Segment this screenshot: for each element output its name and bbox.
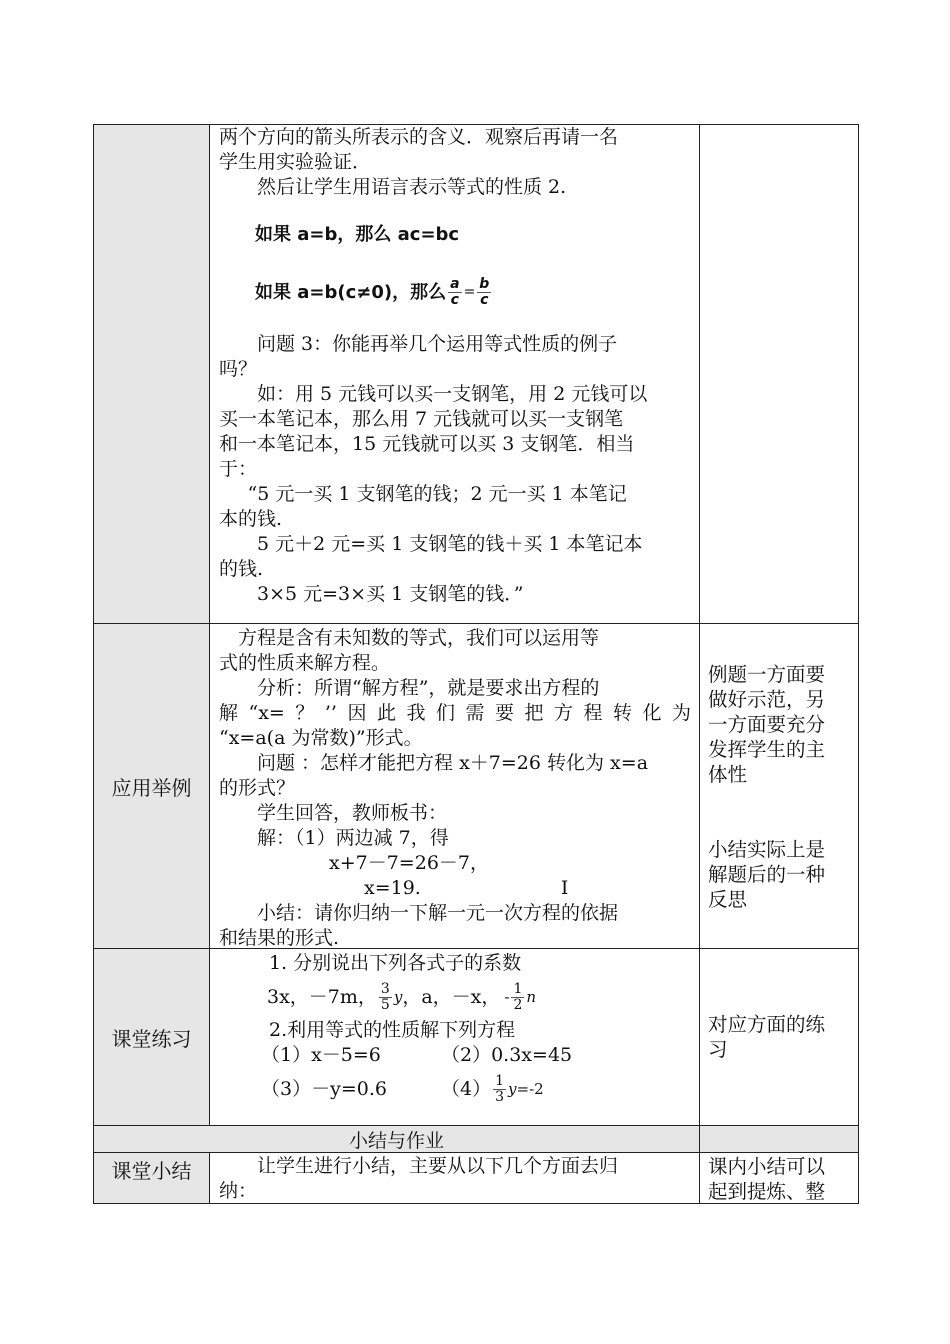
text-line: 学生回答，教师板书：: [257, 802, 448, 824]
note-line: 例题一方面要: [708, 663, 826, 686]
content-cell: [210, 624, 700, 948]
row-class-summary: [93, 1153, 859, 1204]
note-line: 习: [708, 1038, 728, 1061]
content-cell: [210, 1153, 700, 1203]
exercise-1-title: 1. 分别说出下列各式子的系数: [269, 952, 522, 974]
row-label: 课堂练习: [94, 949, 210, 1125]
note-line: 小结实际上是: [708, 838, 826, 861]
equation-result: [219, 876, 691, 901]
note-line: 发挥学生的主: [708, 738, 826, 761]
band-empty: [700, 1126, 858, 1152]
exercise-2-row-b: [219, 1068, 691, 1110]
text-line: 让学生进行小结，主要从以下几个方面去归: [257, 1155, 619, 1177]
text-line: 和一本笔记本，15 元钱就可以买 3 支钢笔．相当: [219, 433, 635, 455]
text-line: 本的钱.: [219, 508, 283, 530]
var-n: n: [526, 987, 537, 1006]
text-line: 和结果的形式.: [219, 927, 340, 949]
text-line: “x=a(a 为常数)”形式。: [219, 727, 423, 749]
terms-text: ，a，－x，: [402, 985, 501, 1008]
text-line: 于：: [219, 458, 258, 480]
text-line: “5 元一买 1 支钢笔的钱；2 元一买 1 本笔记: [247, 483, 627, 505]
note-line: 解题后的一种: [708, 863, 826, 886]
equals-sign: =: [463, 284, 476, 300]
text-line: 然后让学生用语言表示等式的性质 2.: [257, 176, 567, 198]
fraction-b-over-c: $\frac{b}{c}$: [479, 276, 490, 308]
text-line: 买一本笔记本，那么用 7 元钱就可以买一支钢笔: [219, 408, 624, 430]
text-line: 式的性质来解方程。: [219, 652, 391, 674]
fraction-1-3: $\frac{1}{3}$: [495, 1072, 505, 1105]
text-line: 方程是含有未知数的等式，我们可以运用等: [238, 627, 600, 649]
section-heading: 小结与作业: [94, 1126, 700, 1152]
fraction-a-over-c: $\frac{a}{c}$: [450, 276, 460, 308]
negative-sign: -: [504, 987, 510, 1006]
text-line: 问题 ：怎样才能把方程 x＋7=26 转化为 x=a: [257, 752, 649, 774]
text-line: 的形式？: [219, 777, 296, 799]
text-line: 如：用 5 元钱可以买一支钢笔，用 2 元钱可以: [257, 383, 648, 405]
property-rule-2: [219, 277, 691, 308]
var-y: y: [508, 1079, 517, 1098]
row-label: 课堂小结: [94, 1153, 210, 1203]
result-text: x=19.: [364, 877, 421, 899]
equation-4-rhs: =-2: [516, 1079, 544, 1098]
equation-4-label: （4）: [441, 1077, 492, 1100]
equation-3: （3）－y=0.6: [261, 1077, 387, 1100]
row-class-exercise: [93, 949, 859, 1126]
row-application-example: [93, 624, 859, 949]
text-line: 分析：所谓“解方程”，就是要求出方程的: [257, 677, 600, 699]
lesson-plan-table: [93, 124, 859, 1204]
note-cell: [700, 1153, 858, 1203]
text-line: 5 元＋2 元=买 1 支钢笔的钱＋买 1 本笔记本: [257, 533, 643, 555]
note-line: 课内小结可以: [708, 1155, 826, 1178]
note-line: 起到提炼、整: [708, 1180, 826, 1203]
row-label-empty: [94, 125, 210, 623]
text-line: 问题 3：你能再举几个运用等式性质的例子: [257, 333, 618, 355]
var-y: y: [393, 987, 403, 1006]
exercise-2-title: 2.利用等式的性质解下列方程: [269, 1019, 516, 1041]
equation-2: （2）0.3x=45: [441, 1044, 573, 1066]
text-cursor-mark: I: [560, 877, 569, 899]
row-summary-band: [93, 1126, 859, 1153]
note-cell-empty: [700, 125, 858, 623]
row-label: 应用举例: [94, 624, 210, 948]
note-line: 做好示范，另: [708, 688, 826, 711]
row-property-two: [93, 124, 859, 624]
note-line: 体性: [708, 763, 748, 786]
note-line: 反思: [708, 888, 748, 911]
content-cell: [210, 125, 700, 623]
text-line: 学生用实验验证．: [219, 151, 372, 173]
terms-text: 3x，－7m，: [267, 985, 377, 1008]
text-line: 解：（1）两边减 7，得: [257, 827, 449, 849]
rule-text: 如果 a=b(c≠0)，那么: [255, 282, 447, 303]
text-line: 的钱.: [219, 558, 264, 580]
equation-1: （1）x－5=6: [261, 1044, 381, 1066]
text-line: 吗？: [219, 358, 258, 380]
fraction-3-5: $\frac{3}{5}$: [380, 980, 390, 1013]
text-line: 小结：请你归纳一下解一元一次方程的依据: [257, 902, 619, 924]
text-line: 3×5 元=3×买 1 支钢笔的钱．”: [257, 583, 524, 605]
fraction-1-2: $\frac{1}{2}$: [513, 980, 523, 1013]
content-cell: [210, 949, 700, 1125]
exercise-2-row-a: [219, 1043, 691, 1068]
equation-step: x+7－7=26－7，: [329, 852, 489, 874]
note-line: 一方面要充分: [708, 713, 826, 736]
text-line: 纳：: [219, 1180, 258, 1202]
exercise-1-terms: [219, 976, 691, 1018]
property-rule-1: 如果 a=b，那么 ac=bc: [255, 224, 460, 245]
text-line: 解“x=？’’因此我们需要把方程转化为: [219, 702, 691, 724]
note-line: 对应方面的练: [708, 1013, 826, 1036]
note-cell: [700, 949, 858, 1125]
note-cell: [700, 624, 858, 948]
text-line: 两个方向的箭头所表示的含义．观察后再请一名: [219, 126, 619, 148]
